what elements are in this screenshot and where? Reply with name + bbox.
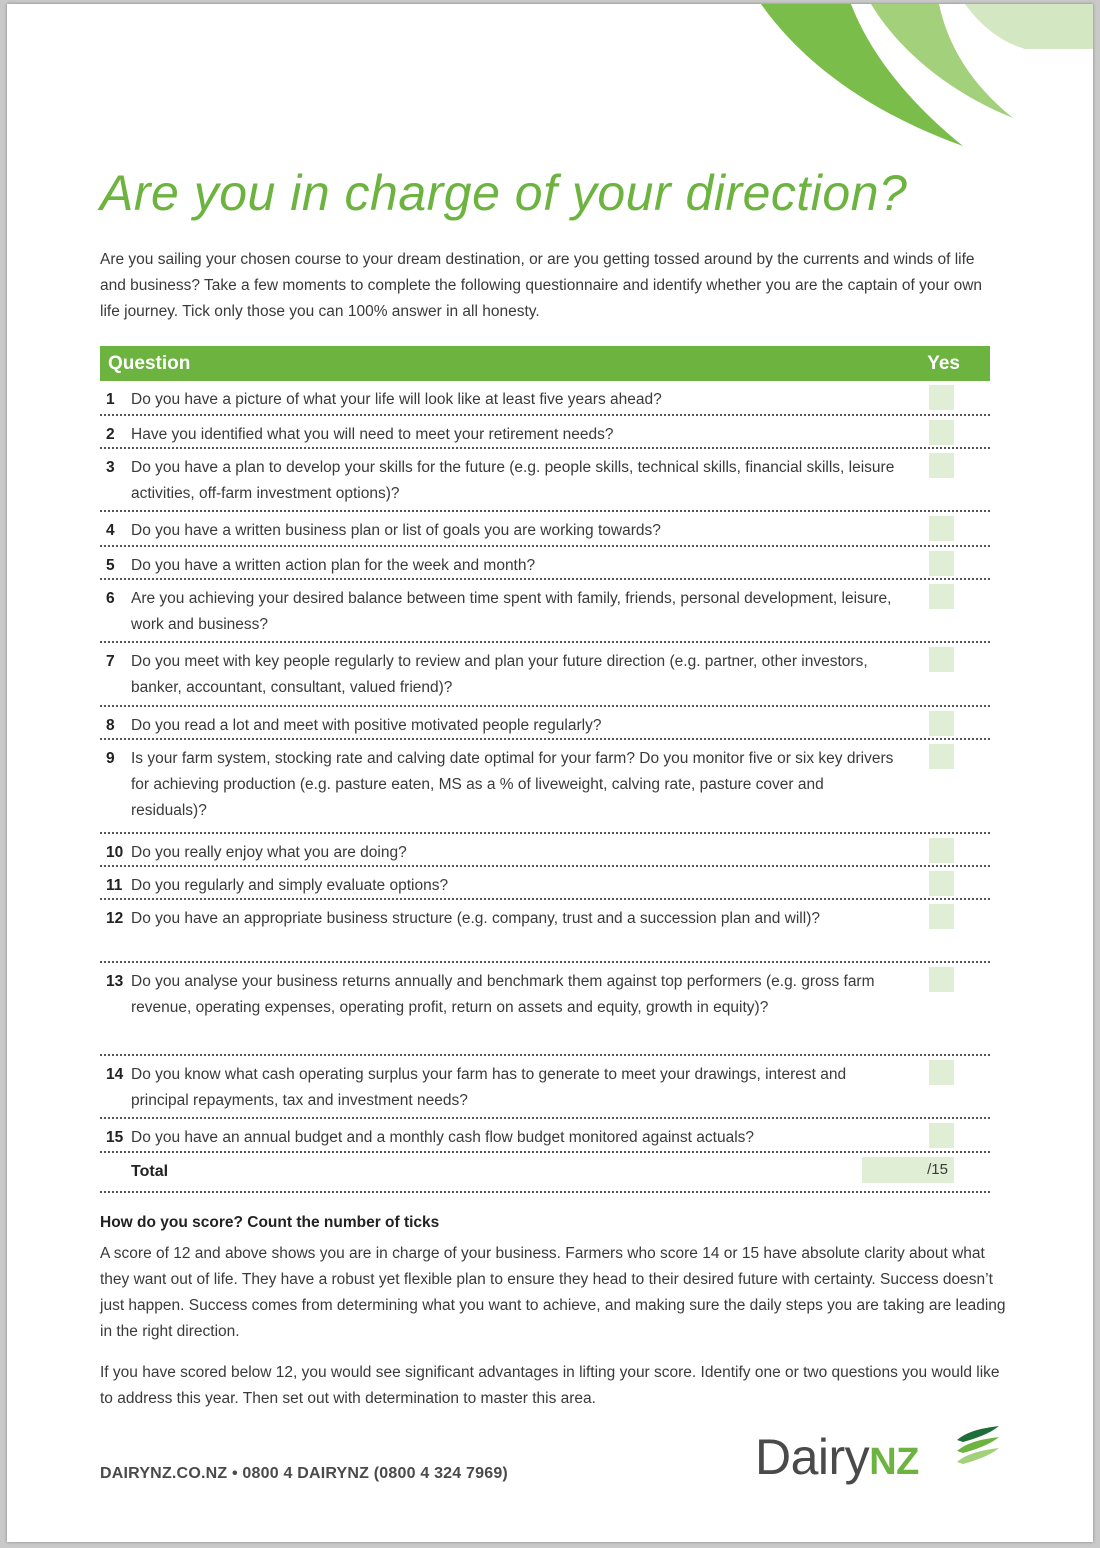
question-number: 8 [106, 717, 115, 734]
question-row-13 [100, 963, 990, 1056]
intro-paragraph: Are you sailing your chosen course to your dream destination, or are you getting tossed around by the currents and winds of life and business? Take a few moments to complete the following questionnaire and identify whether you are the captain of your own life journey. Tick only those you can 100% answer in all honesty. [100, 251, 983, 320]
question-number: 4 [106, 522, 115, 539]
header-question: Question [108, 352, 191, 374]
yes-checkbox[interactable] [929, 967, 954, 992]
question-text: Do you meet with key people regularly to review and plan your future direction (e.g. partner, other investors, banker, accountant, consultant, valued friend)? [131, 653, 868, 696]
question-row-4 [100, 512, 990, 547]
question-row-1 [100, 381, 990, 416]
question-row-2 [100, 416, 990, 449]
yes-checkbox[interactable] [929, 838, 954, 863]
question-number: 2 [106, 426, 115, 443]
question-number: 1 [106, 391, 115, 408]
question-text: Do you know what cash operating surplus your farm has to generate to meet your drawings, interest and principal repayments, tax and investment needs? [131, 1066, 847, 1109]
yes-checkbox[interactable] [929, 420, 954, 445]
question-number: 15 [106, 1129, 124, 1146]
question-number: 10 [106, 844, 124, 861]
decorative-swoosh [743, 4, 1093, 154]
question-number: 11 [106, 877, 123, 894]
footer-contact: DAIRYNZ.CO.NZ • 0800 4 DAIRYNZ (0800 4 324 7969) [100, 1465, 508, 1482]
yes-checkbox[interactable] [929, 711, 954, 736]
yes-checkbox[interactable] [929, 516, 954, 541]
page-title: Are you in charge of your direction? [100, 165, 908, 221]
question-number: 14 [106, 1066, 124, 1083]
question-row-9 [100, 740, 990, 834]
total-label: Total [131, 1163, 169, 1180]
logo-swoosh-icon [955, 1424, 1001, 1470]
yes-checkbox[interactable] [929, 584, 954, 609]
scoring-paragraph-1: A score of 12 and above shows you are in charge of your business. Farmers who score 14 or 15 have absolute clarity about what they want out of life. They have a robust yet flexible plan to ensure they head to their desired future with certainty. Success doesn’t just happen. Success comes from determining what you want to achieve, and making sure the daily steps you are taking are leading in the right direction. [100, 1245, 1006, 1340]
dairynz-logo [755, 1422, 1005, 1512]
question-row-15 [100, 1119, 990, 1153]
question-number: 13 [106, 973, 124, 990]
question-text: Do you analyse your business returns annually and benchmark them against top performers (e.g. gross farm revenue, operating expenses, operating profit, return on assets and equity, growth in equity)? [131, 973, 875, 1016]
question-row-3 [100, 449, 990, 512]
yes-checkbox[interactable] [929, 744, 954, 769]
logo-main: Dairy [755, 1429, 870, 1485]
question-text: Do you have a picture of what your life will look like at least five years ahead? [131, 391, 662, 408]
total-input[interactable]: /15 [862, 1157, 954, 1183]
total-row [100, 1153, 990, 1193]
yes-checkbox[interactable] [929, 1123, 954, 1148]
yes-checkbox[interactable] [929, 871, 954, 896]
question-row-12 [100, 900, 990, 963]
yes-checkbox[interactable] [929, 1060, 954, 1085]
logo-sub: NZ [869, 1441, 919, 1483]
question-row-14 [100, 1056, 990, 1119]
question-row-10 [100, 834, 990, 867]
question-number: 7 [106, 653, 115, 670]
question-text: Do you read a lot and meet with positive motivated people regularly? [131, 717, 602, 734]
question-text: Do you have a plan to develop your skills for the future (e.g. people skills, technical skills, financial skills, leisure activities, off-farm investment options)? [131, 459, 895, 502]
question-text: Do you really enjoy what you are doing? [131, 844, 407, 861]
question-text: Is your farm system, stocking rate and calving date optimal for your farm? Do you monitor five or six key drivers for achieving production (e.g. pasture eaten, MS as a % of liveweight, calving rate, pasture cover and residuals)? [131, 750, 894, 819]
yes-checkbox[interactable] [929, 453, 954, 478]
question-number: 12 [106, 910, 124, 927]
question-number: 9 [106, 750, 115, 767]
question-text: Do you regularly and simply evaluate options? [131, 877, 449, 894]
question-text: Have you identified what you will need to meet your retirement needs? [131, 426, 614, 443]
question-row-8 [100, 707, 990, 740]
yes-checkbox[interactable] [929, 385, 954, 410]
question-text: Do you have a written action plan for the week and month? [131, 557, 536, 574]
question-text: Do you have a written business plan or list of goals you are working towards? [131, 522, 661, 539]
question-row-7 [100, 643, 990, 707]
question-number: 6 [106, 590, 115, 607]
logo-text [755, 1428, 919, 1486]
yes-checkbox[interactable] [929, 551, 954, 576]
scoring-paragraph-2: If you have scored below 12, you would see significant advantages in lifting your score. Identify one or two questions you would like to address this year. Then set out with determination to master this area. [100, 1364, 1000, 1407]
question-text: Are you achieving your desired balance between time spent with family, friends, personal development, leisure, work and business? [131, 590, 892, 633]
scoring-heading: How do you score? Count the number of ticks [100, 1214, 440, 1231]
yes-checkbox[interactable] [929, 904, 954, 929]
document-page [7, 4, 1093, 1542]
questionnaire-table [100, 346, 990, 1193]
header-yes: Yes [927, 352, 960, 374]
question-row-6 [100, 580, 990, 643]
question-text: Do you have an appropriate business structure (e.g. company, trust and a succession plan and will)? [131, 910, 820, 927]
question-number: 3 [106, 459, 115, 476]
table-header [100, 346, 990, 381]
yes-checkbox[interactable] [929, 647, 954, 672]
question-row-11 [100, 867, 990, 900]
question-row-5 [100, 547, 990, 580]
question-text: Do you have an annual budget and a monthly cash flow budget monitored against actuals? [131, 1129, 755, 1146]
question-number: 5 [106, 557, 115, 574]
